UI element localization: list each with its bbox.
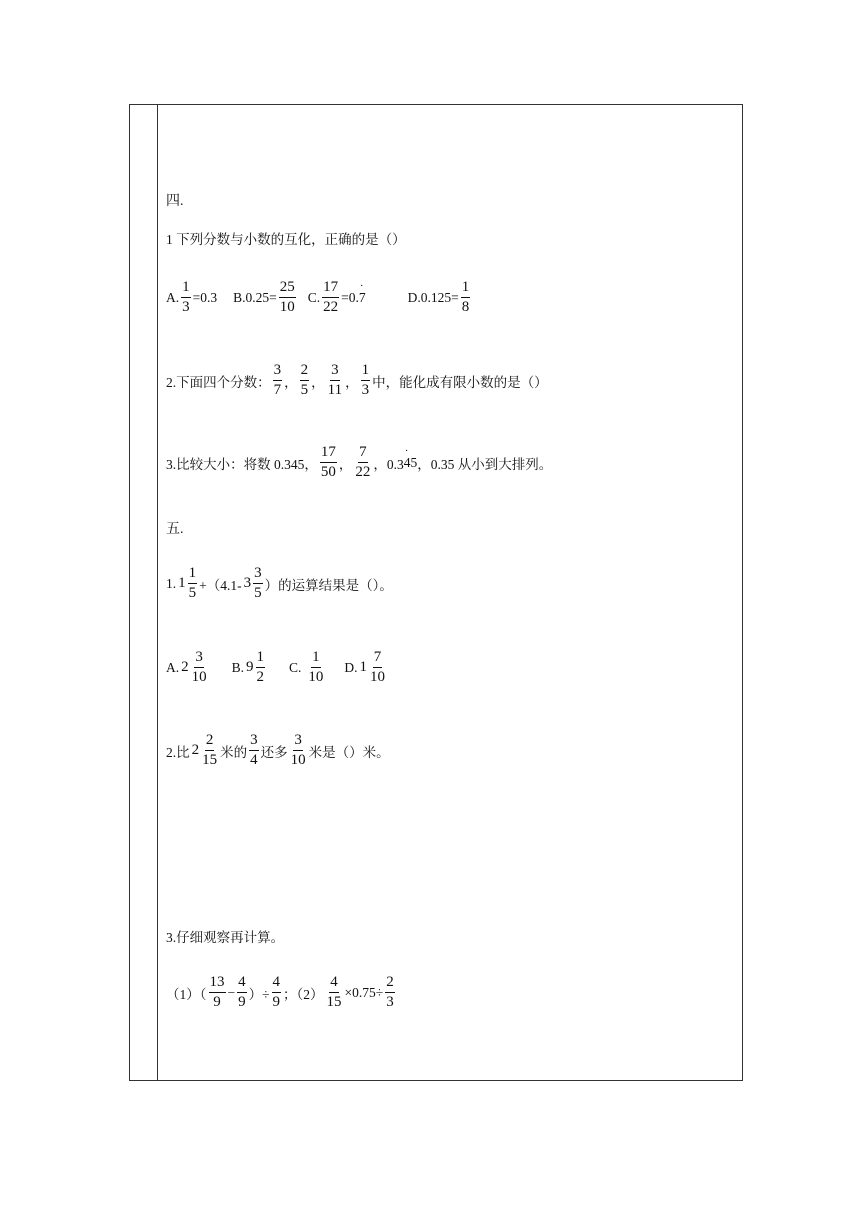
fraction (307, 650, 324, 685)
fraction-denominator: 4 (250, 752, 258, 768)
separator: ， (338, 456, 353, 472)
table-column-divider (157, 104, 158, 1081)
fraction-denominator: 11 (327, 382, 343, 398)
section-five-heading: 五. (166, 522, 184, 537)
repeating-digits: · 45 (404, 455, 418, 471)
fraction (385, 975, 395, 1010)
fraction-denominator: 2 (256, 669, 265, 685)
fraction (300, 363, 310, 398)
fraction-denominator: 10 (191, 669, 207, 685)
fraction (191, 650, 208, 685)
whole-number: 2 (181, 659, 189, 675)
option-a-rest: =0.3 (192, 289, 218, 305)
q2-suffix: 中，能化成有限小数的是（） (372, 374, 548, 390)
q2-suffix: 米是（）米。 (308, 744, 390, 760)
fraction-denominator: 10 (308, 669, 324, 685)
fraction (253, 566, 263, 601)
q2-text-2: 还多 (260, 744, 288, 760)
q2-text-1: 米的 (220, 744, 248, 760)
fraction-denominator: 15 (202, 752, 218, 768)
fraction-denominator: 22 (323, 299, 339, 315)
q1-prefix: 1. (166, 575, 177, 591)
fraction-numerator: 1 (188, 566, 198, 584)
minus-sign: − (227, 984, 236, 1000)
separator: ， (284, 374, 298, 390)
expr-part-2: ）÷ (248, 986, 270, 1002)
fraction-denominator: 22 (355, 464, 371, 480)
fraction-numerator: 1 (256, 650, 266, 668)
fraction (237, 975, 247, 1010)
fraction-numerator: 2 (385, 975, 395, 993)
option-c-rest: =0. (341, 289, 359, 305)
fraction-numerator: 4 (237, 975, 247, 993)
repeating-digit: · 7 (359, 290, 366, 306)
fraction (256, 650, 266, 685)
option-c-label: C. (307, 289, 321, 305)
whole-number: 1 (359, 659, 368, 675)
fraction-numerator: 3 (194, 650, 204, 668)
fraction-denominator: 50 (320, 464, 336, 480)
s5-question-3-stem: 3.仔细观察再计算。 (166, 930, 285, 945)
fraction-denominator: 10 (290, 752, 306, 768)
fraction-numerator: 17 (320, 445, 337, 463)
section-four-heading: 四. (166, 194, 184, 209)
fraction (369, 650, 386, 685)
option-b-label: B.0.25= (233, 289, 277, 305)
q2-prefix: 2.下面四个分数： (166, 374, 271, 390)
separator: ， (345, 374, 359, 390)
fraction-numerator: 3 (253, 566, 263, 584)
fraction (209, 975, 226, 1010)
fraction-numerator: 1 (181, 280, 191, 298)
fraction-denominator: 10 (279, 299, 295, 315)
fraction-numerator: 4 (329, 975, 339, 993)
s5-question-3-expressions (166, 975, 397, 1010)
option-a-label: A. (166, 659, 180, 675)
separator: ， (311, 374, 325, 390)
fraction (188, 566, 198, 601)
option-d-label: D.0.125= (407, 289, 459, 305)
expr-part-4: ×0.75÷ (344, 984, 384, 1000)
fraction-denominator: 5 (188, 585, 197, 601)
fraction-denominator: 9 (238, 994, 246, 1010)
fraction-numerator: 7 (373, 650, 383, 668)
fraction (326, 975, 343, 1010)
fraction (461, 280, 471, 315)
option-d-label: D. (344, 659, 358, 675)
s4-question-1-options (166, 280, 472, 315)
fraction (327, 363, 343, 398)
fraction-denominator: 3 (386, 994, 394, 1010)
expr-part-3: ；（2） (283, 986, 324, 1002)
q2-prefix: 2.比 (166, 744, 190, 760)
fraction-denominator: 5 (254, 585, 262, 601)
fraction-denominator: 7 (273, 382, 282, 398)
fraction (322, 280, 339, 315)
s4-question-3 (166, 445, 552, 480)
fraction-denominator: 3 (182, 299, 190, 315)
whole-number: 3 (243, 575, 252, 591)
fraction (249, 733, 259, 768)
q3-prefix: 3.比较大小：将数 0.345， (166, 456, 318, 472)
s5-question-1-options (166, 650, 388, 685)
fraction-numerator: 3 (330, 363, 340, 381)
fraction (201, 733, 218, 768)
whole-number: 9 (246, 659, 254, 675)
expr-part-1: （1）（ (166, 986, 207, 1002)
fraction (181, 280, 191, 315)
fraction-numerator: 3 (273, 363, 283, 381)
fraction-numerator: 2 (300, 363, 310, 381)
fraction-numerator: 1 (461, 280, 471, 298)
fraction (272, 975, 282, 1010)
q3-suffix: ，0.35 从小到大排列。 (417, 456, 553, 472)
fraction (273, 363, 283, 398)
fraction-denominator: 9 (272, 994, 281, 1010)
fraction (354, 445, 371, 480)
fraction-numerator: 1 (311, 650, 321, 668)
fraction-denominator: 15 (326, 994, 342, 1010)
fraction (290, 733, 307, 768)
fraction-numerator: 3 (249, 733, 259, 751)
option-c-label: C. (289, 659, 302, 675)
q1-mid: +（4.1- (199, 577, 242, 593)
fraction-numerator: 17 (322, 280, 339, 298)
whole-number: 2 (191, 742, 200, 758)
s5-question-1 (166, 566, 393, 601)
q3-mid: ，0.3 (373, 456, 404, 472)
fraction (361, 363, 371, 398)
option-a-label: A. (166, 289, 180, 305)
fraction (279, 280, 296, 315)
s4-question-1-stem: 1 下列分数与小数的互化，正确的是（） (166, 232, 406, 247)
fraction (320, 445, 337, 480)
fraction-denominator: 9 (213, 994, 221, 1010)
s5-question-2 (166, 733, 390, 768)
fraction-numerator: 25 (279, 280, 296, 298)
fraction-numerator: 1 (361, 363, 371, 381)
fraction-numerator: 7 (358, 445, 368, 463)
fraction-numerator: 13 (209, 975, 226, 993)
fraction-numerator: 2 (205, 733, 215, 751)
fraction-denominator: 8 (461, 299, 470, 315)
s4-question-2 (166, 363, 548, 398)
fraction-denominator: 5 (300, 382, 309, 398)
option-b-label: B. (231, 659, 245, 675)
fraction-denominator: 3 (361, 382, 370, 398)
fraction-numerator: 4 (272, 975, 282, 993)
fraction-denominator: 10 (370, 669, 386, 685)
fraction-numerator: 3 (293, 733, 303, 751)
q1-suffix: ）的运算结果是（）。 (264, 577, 393, 593)
whole-number: 1 (178, 575, 186, 591)
